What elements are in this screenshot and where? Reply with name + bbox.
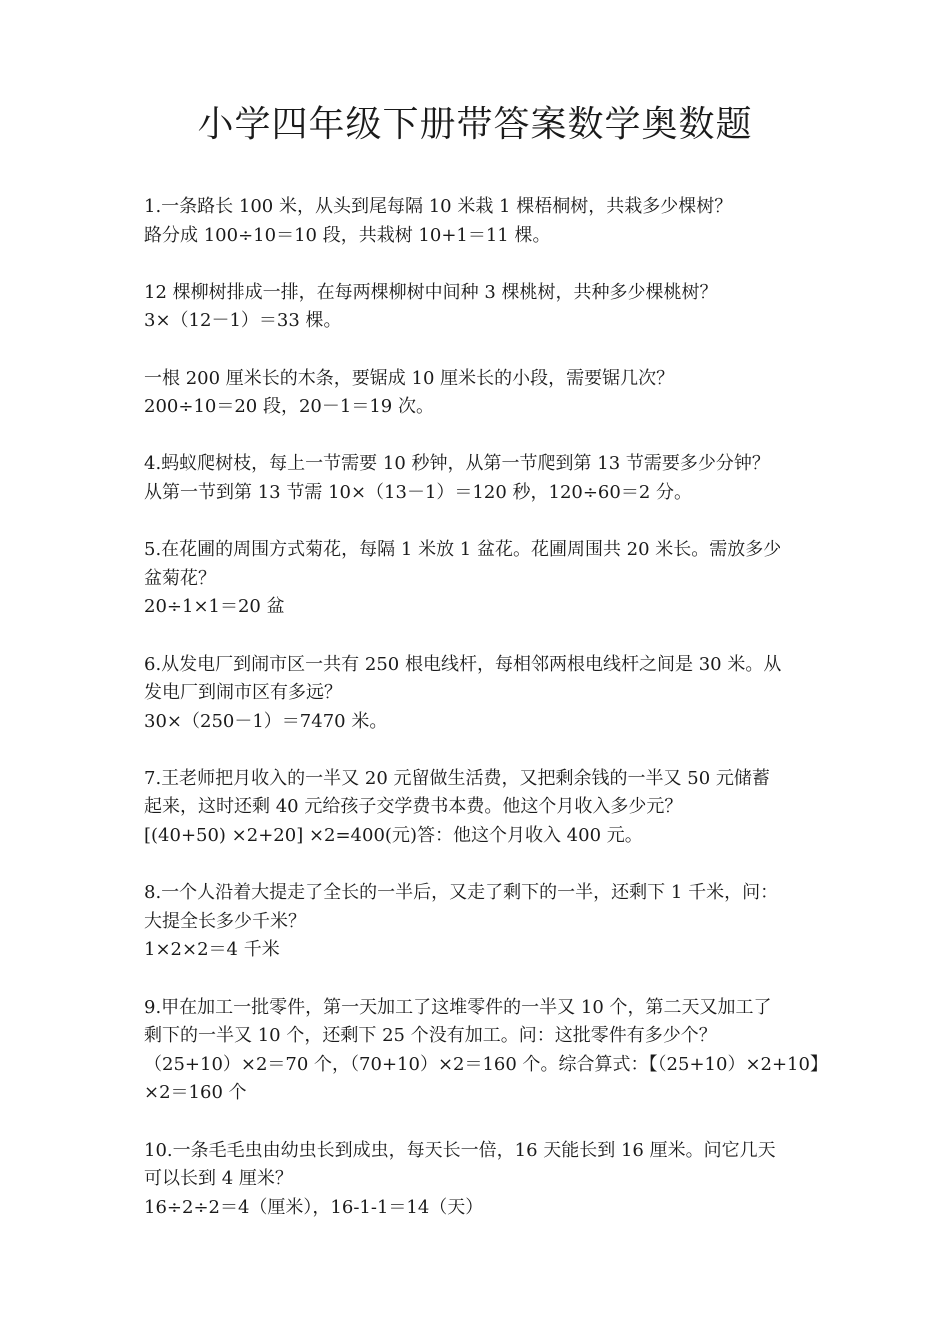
- problem-item: [144, 879, 824, 965]
- problem-line: 剩下的一半又 10 个，还剩下 25 个没有加工。问：这批零件有多少个？: [144, 1025, 717, 1047]
- problem-line: 4.蚂蚁爬树枝，每上一节需要 10 秒钟，从第一节爬到第 13 节需要多少分钟？: [144, 453, 770, 475]
- problem-item: [144, 365, 824, 422]
- problem-line: 5.在花圃的周围方式菊花，每隔 1 米放 1 盆花。花圃周围共 20 米长。需放多少: [144, 539, 782, 561]
- problem-line: 10.一条毛毛虫由幼虫长到成虫，每天长一倍，16 天能长到 16 厘米。问它几天: [144, 1139, 776, 1161]
- problem-spacer: [144, 250, 824, 279]
- problem-line: 200÷10＝20 段，20－1＝19 次。: [144, 396, 434, 418]
- problem-item: [144, 536, 824, 622]
- problem-line: 7.王老师把月收入的一半又 20 元留做生活费，又把剩余钱的一半又 50 元储蓄: [144, 767, 770, 789]
- problem-line: 1.一条路长 100 米，从头到尾每隔 10 米栽 1 棵梧桐树，共栽多少棵树？: [144, 196, 733, 217]
- problem-line: 20÷1×1＝20 盆: [144, 596, 285, 618]
- problem-line: 30×（250－1）＝7470 米。: [144, 710, 388, 732]
- problem-item: [144, 450, 824, 507]
- problem-item: [144, 994, 828, 1108]
- document-title: 小学四年级下册带答案数学奥数题: [197, 104, 753, 145]
- problem-line: 一根 200 厘米长的木条，要锯成 10 厘米长的小段，需要锯几次？: [144, 367, 675, 389]
- problem-line: 盆菊花？: [144, 567, 216, 589]
- problem-line: 可以长到 4 厘米？: [144, 1168, 293, 1190]
- problem-item: [144, 193, 824, 250]
- problem-line: 6.从发电厂到闹市区一共有 250 根电线杆，每相邻两根电线杆之间是 30 米。从: [144, 653, 782, 675]
- problem-line: 起来，这时还剩 40 元给孩子交学费书本费。他这个月收入多少元？: [144, 796, 683, 818]
- problem-item: [144, 765, 824, 851]
- problem-line: 发电厂到闹市区有多远？: [144, 682, 342, 704]
- problem-line: 9.甲在加工一批零件，第一天加工了这堆零件的一半又 10 个，第二天又加工了: [144, 996, 772, 1018]
- problem-line: 路分成 100÷10＝10 段，共栽树 10+1＝11 棵。: [144, 224, 551, 246]
- problem-spacer: [144, 508, 824, 537]
- problem-line: ×2＝160 个: [144, 1082, 247, 1104]
- problem-spacer: [144, 336, 824, 365]
- problem-spacer: [144, 1108, 824, 1137]
- problem-spacer: [144, 965, 824, 994]
- problem-line: 3×（12－1）＝33 棵。: [144, 310, 342, 332]
- problem-item: [144, 1137, 824, 1223]
- problem-line: [(40+50) ×2+20] ×2=400(元)答：他这个月收入 400 元。: [144, 825, 643, 847]
- problem-line: 1×2×2＝4 千米: [144, 939, 280, 961]
- problem-line: 大提全长多少千米？: [144, 910, 306, 932]
- problem-spacer: [144, 736, 824, 765]
- problem-line: 8.一个人沿着大提走了全长的一半后，又走了剩下的一半，还剩下 1 千米，问：: [144, 882, 779, 904]
- problem-item: [144, 651, 824, 737]
- problem-spacer: [144, 622, 824, 651]
- problem-item: [144, 279, 824, 336]
- problem-line: 从第一节到第 13 节需 10×（13－1）＝120 秒，120÷60＝2 分。: [144, 481, 693, 503]
- problem-spacer: [144, 422, 824, 451]
- problem-line: 12 棵柳树排成一排，在每两棵柳树中间种 3 棵桃树，共种多少棵桃树？: [144, 281, 718, 303]
- problem-line: （25+10）×2＝70 个，（70+10）×2＝160 个。综合算式：【（25+10）×2+10】: [144, 1053, 828, 1075]
- problem-spacer: [144, 851, 824, 880]
- problem-list: [144, 193, 828, 1222]
- problem-line: 16÷2÷2＝4（厘米），16-1-1＝14（天）: [144, 1196, 484, 1218]
